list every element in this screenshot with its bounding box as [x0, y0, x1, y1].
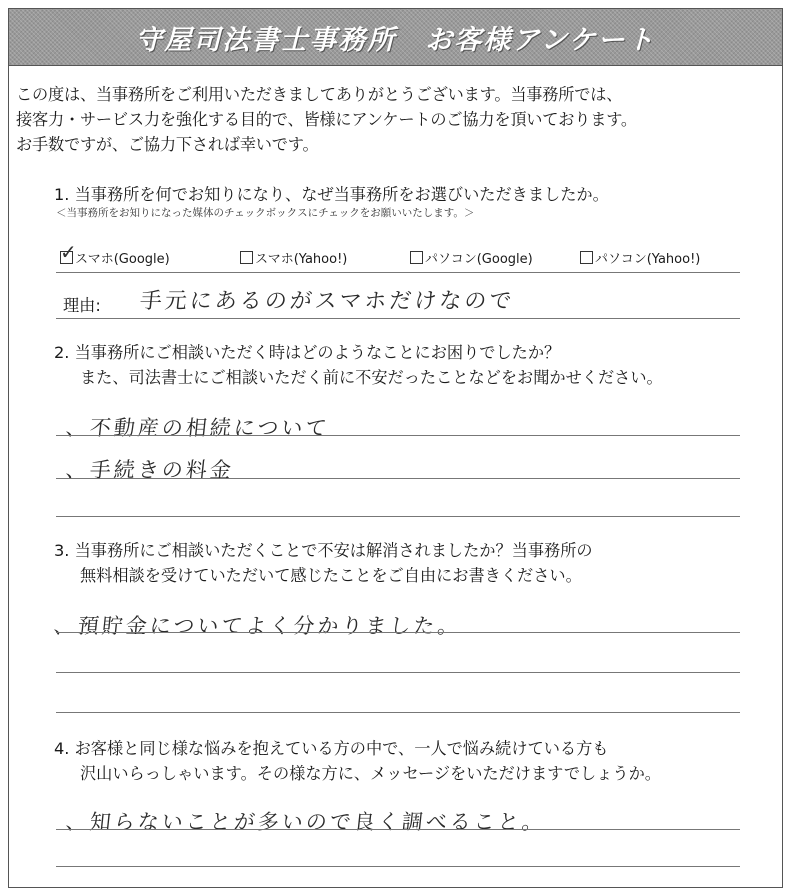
checkbox-box[interactable]: [580, 251, 593, 264]
intro-line: お手数ですが、ご協力下されば幸いです。: [16, 135, 319, 154]
reason-answer: 手元にあるのがスマホだけなので: [138, 289, 516, 314]
question-2-line2: また、司法書士にご相談いただく前に不安だったことなどをお聞かせください。: [80, 368, 663, 387]
question-3: [54, 538, 593, 588]
question-2: [54, 340, 663, 390]
checkbox-label: スマホ(Google): [75, 252, 170, 267]
checkbox-pc-google[interactable]: [410, 248, 533, 267]
answer-line: [56, 829, 740, 830]
answer-line: [56, 866, 740, 867]
intro-line: この度は、当事務所をご利用いただきましてありがとうございます。当事務所では、: [16, 85, 623, 104]
checkbox-label: パソコン(Google): [425, 252, 533, 267]
checkbox-box[interactable]: [410, 251, 423, 264]
q2-answer-1: 、不動産の相続について: [64, 416, 331, 440]
question-1-note: ＜当事務所をお知りになった媒体のチェックボックスにチェックをお願いいたします。＞: [56, 207, 475, 219]
question-1-text: 1. 当事務所を何でお知りになり、なぜ当事務所をお選びいただきましたか。: [54, 185, 609, 204]
answer-line: [56, 712, 740, 713]
answer-line: [56, 318, 740, 319]
checkbox-pc-yahoo[interactable]: [580, 248, 700, 267]
answer-line: [56, 435, 740, 436]
checkbox-smartphone-yahoo[interactable]: [240, 248, 347, 267]
intro-text: [16, 82, 768, 157]
checkbox-box[interactable]: [240, 251, 253, 264]
reason-label: 理由:: [63, 296, 101, 315]
divider-line: [56, 272, 740, 273]
question-1: [54, 182, 609, 207]
checkbox-smartphone-google[interactable]: [60, 240, 170, 267]
q3-answer-1: 、預貯金についてよく分かりました。: [52, 614, 463, 638]
answer-line: [56, 632, 740, 633]
q2-answer-2: 、手続きの料金: [64, 458, 236, 482]
survey-header: [9, 9, 782, 66]
checkbox-box[interactable]: [60, 240, 77, 264]
answer-line: [56, 516, 740, 517]
checkbox-label: スマホ(Yahoo!): [255, 252, 348, 267]
question-4-line2: 沢山いらっしゃいます。その様な方に、メッセージをいただけますでしょうか。: [80, 764, 661, 783]
answer-line: [56, 478, 740, 479]
question-4-line1: 4. お客様と同じ様な悩みを抱えている方の中で、一人で悩み続けている方も: [54, 739, 609, 758]
question-3-line2: 無料相談を受けていただいて感じたことをご自由にお書きください。: [80, 566, 582, 585]
checkbox-label: パソコン(Yahoo!): [595, 252, 701, 267]
answer-line: [56, 672, 740, 673]
question-3-line1: 3. 当事務所にご相談いただくことで不安は解消されましたか？当事務所の: [54, 541, 593, 560]
intro-line: 接客力・サービス力を強化する目的で、皆様にアンケートのご協力を頂いております。: [16, 110, 637, 129]
q4-answer-1: 、知らないことが多いので良く調べること。: [64, 810, 548, 834]
survey-title: 守屋司法書士事務所 お客様アンケート: [135, 24, 656, 56]
question-2-line1: 2. 当事務所にご相談いただく時はどのようなことにお困りでしたか？: [54, 343, 561, 362]
question-4: [54, 736, 661, 786]
checkmark-icon: ✓: [60, 240, 77, 264]
